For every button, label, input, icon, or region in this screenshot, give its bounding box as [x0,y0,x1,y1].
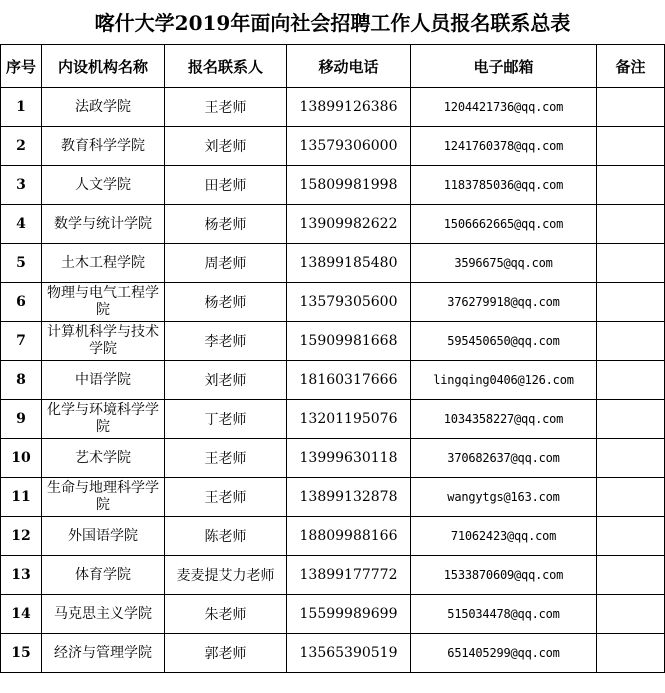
table-header-row [1,45,665,88]
mobile-phone: 13565390519 [287,634,411,673]
email-address: wangytgs@163.com [411,478,597,517]
row-index: 10 [1,439,42,478]
unit-name: 外国语学院 [42,517,165,556]
remark [597,556,665,595]
table-row [1,88,665,127]
contact-person: 李老师 [165,322,287,361]
header-note: 备注 [597,45,665,88]
unit-name: 物理与电气工程学院 [42,283,165,322]
header-contact: 报名联系人 [165,45,287,88]
mobile-phone: 15809981998 [287,166,411,205]
unit-name: 计算机科学与技术学院 [42,322,165,361]
table-row [1,439,665,478]
email-address: 1506662665@qq.com [411,205,597,244]
row-index: 1 [1,88,42,127]
contact-person: 田老师 [165,166,287,205]
email-address: 515034478@qq.com [411,595,597,634]
unit-name: 化学与环境科学学院 [42,400,165,439]
table-row [1,556,665,595]
unit-name: 体育学院 [42,556,165,595]
table-row [1,517,665,556]
contact-table [0,44,665,673]
table-row [1,595,665,634]
table-row [1,361,665,400]
contact-person: 朱老师 [165,595,287,634]
table-row [1,127,665,166]
remark [597,439,665,478]
unit-name: 马克思主义学院 [42,595,165,634]
email-address: 1034358227@qq.com [411,400,597,439]
contact-person: 王老师 [165,88,287,127]
contact-person: 王老师 [165,439,287,478]
row-index: 13 [1,556,42,595]
table-row [1,166,665,205]
email-address: 1204421736@qq.com [411,88,597,127]
contact-person: 刘老师 [165,361,287,400]
contact-person: 刘老师 [165,127,287,166]
header-unit: 内设机构名称 [42,45,165,88]
remark [597,88,665,127]
unit-name: 艺术学院 [42,439,165,478]
remark [597,205,665,244]
mobile-phone: 18809988166 [287,517,411,556]
header-email: 电子邮箱 [411,45,597,88]
header-index: 序号 [1,45,42,88]
mobile-phone: 13899177772 [287,556,411,595]
table-row [1,634,665,673]
remark [597,478,665,517]
contact-person: 丁老师 [165,400,287,439]
remark [597,127,665,166]
remark [597,400,665,439]
unit-name: 中语学院 [42,361,165,400]
page-title: 喀什大学2019年面向社会招聘工作人员报名联系总表 [94,10,571,35]
remark [597,595,665,634]
email-address: 1241760378@qq.com [411,127,597,166]
row-index: 14 [1,595,42,634]
row-index: 2 [1,127,42,166]
remark [597,244,665,283]
email-address: lingqing0406@126.com [411,361,597,400]
contact-person: 杨老师 [165,205,287,244]
remark [597,166,665,205]
mobile-phone: 15909981668 [287,322,411,361]
row-index: 7 [1,322,42,361]
table-row [1,478,665,517]
email-address: 370682637@qq.com [411,439,597,478]
unit-name: 教育科学学院 [42,127,165,166]
row-index: 3 [1,166,42,205]
email-address: 376279918@qq.com [411,283,597,322]
unit-name: 人文学院 [42,166,165,205]
remark [597,322,665,361]
table-row [1,205,665,244]
unit-name: 生命与地理科学学院 [42,478,165,517]
contact-person: 陈老师 [165,517,287,556]
email-address: 595450650@qq.com [411,322,597,361]
row-index: 5 [1,244,42,283]
contact-person: 王老师 [165,478,287,517]
unit-name: 法政学院 [42,88,165,127]
mobile-phone: 18160317666 [287,361,411,400]
email-address: 71062423@qq.com [411,517,597,556]
row-index: 15 [1,634,42,673]
mobile-phone: 13899132878 [287,478,411,517]
table-row [1,283,665,322]
unit-name: 数学与统计学院 [42,205,165,244]
contact-person: 郭老师 [165,634,287,673]
remark [597,634,665,673]
mobile-phone: 13579305600 [287,283,411,322]
email-address: 1183785036@qq.com [411,166,597,205]
row-index: 12 [1,517,42,556]
row-index: 4 [1,205,42,244]
row-index: 6 [1,283,42,322]
mobile-phone: 13899126386 [287,88,411,127]
contact-person: 麦麦提艾力老师 [165,556,287,595]
email-address: 3596675@qq.com [411,244,597,283]
mobile-phone: 13201195076 [287,400,411,439]
row-index: 9 [1,400,42,439]
contact-person: 杨老师 [165,283,287,322]
remark [597,283,665,322]
mobile-phone: 13579306000 [287,127,411,166]
table-row [1,322,665,361]
table-row [1,400,665,439]
mobile-phone: 15599989699 [287,595,411,634]
row-index: 8 [1,361,42,400]
mobile-phone: 13909982622 [287,205,411,244]
contact-person: 周老师 [165,244,287,283]
row-index: 11 [1,478,42,517]
email-address: 1533870609@qq.com [411,556,597,595]
remark [597,361,665,400]
table-row [1,244,665,283]
unit-name: 经济与管理学院 [42,634,165,673]
mobile-phone: 13999630118 [287,439,411,478]
remark [597,517,665,556]
mobile-phone: 13899185480 [287,244,411,283]
unit-name: 土木工程学院 [42,244,165,283]
email-address: 651405299@qq.com [411,634,597,673]
header-phone: 移动电话 [287,45,411,88]
